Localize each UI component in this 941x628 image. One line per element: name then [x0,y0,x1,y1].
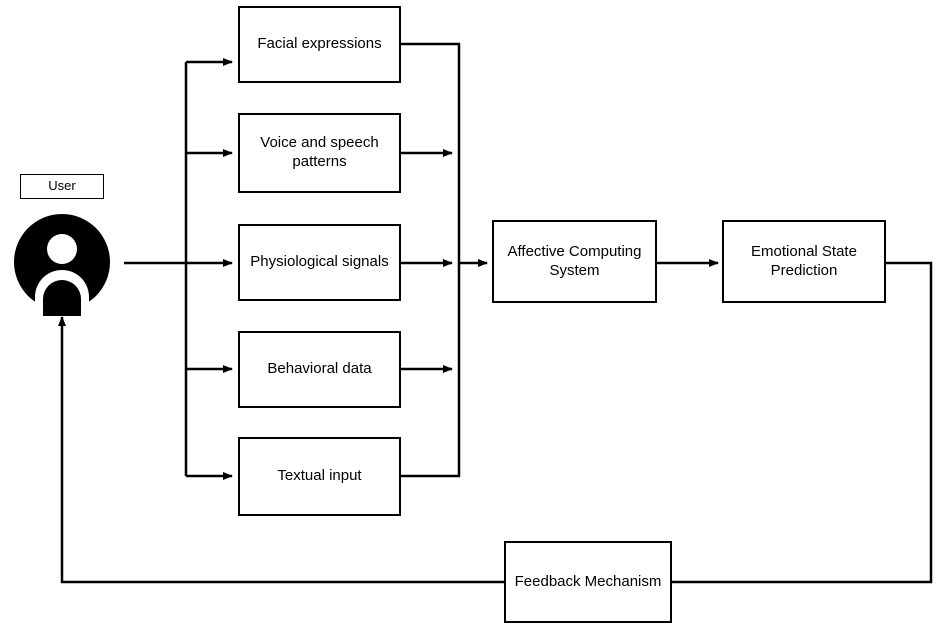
node-label: Emotional State Prediction [751,242,857,279]
node-voice-and-speech-patterns [238,113,401,193]
node-affective-computing-system [492,220,657,303]
avatar-head-icon [47,234,77,264]
node-textual-input [238,437,401,516]
node-emotional-state-prediction [722,220,886,303]
user-label [20,174,104,199]
node-feedback-mechanism [504,541,672,623]
node-label: Feedback Mechanism [514,572,662,590]
node-label: Physiological signals [250,253,389,271]
node-facial-expressions [238,6,401,83]
node-label: Textual input [277,467,362,485]
node-behavioral-data [238,331,401,408]
node-label: Behavioral data [267,360,372,378]
node-physiological-signals [238,224,401,301]
user-label-text: User [48,178,76,194]
node-label: Affective Computing System [507,242,642,279]
node-label: Voice and speech patterns [260,134,379,170]
user-avatar [14,214,110,310]
node-label: Facial expressions [257,35,382,53]
avatar-body-cutout [43,280,81,316]
